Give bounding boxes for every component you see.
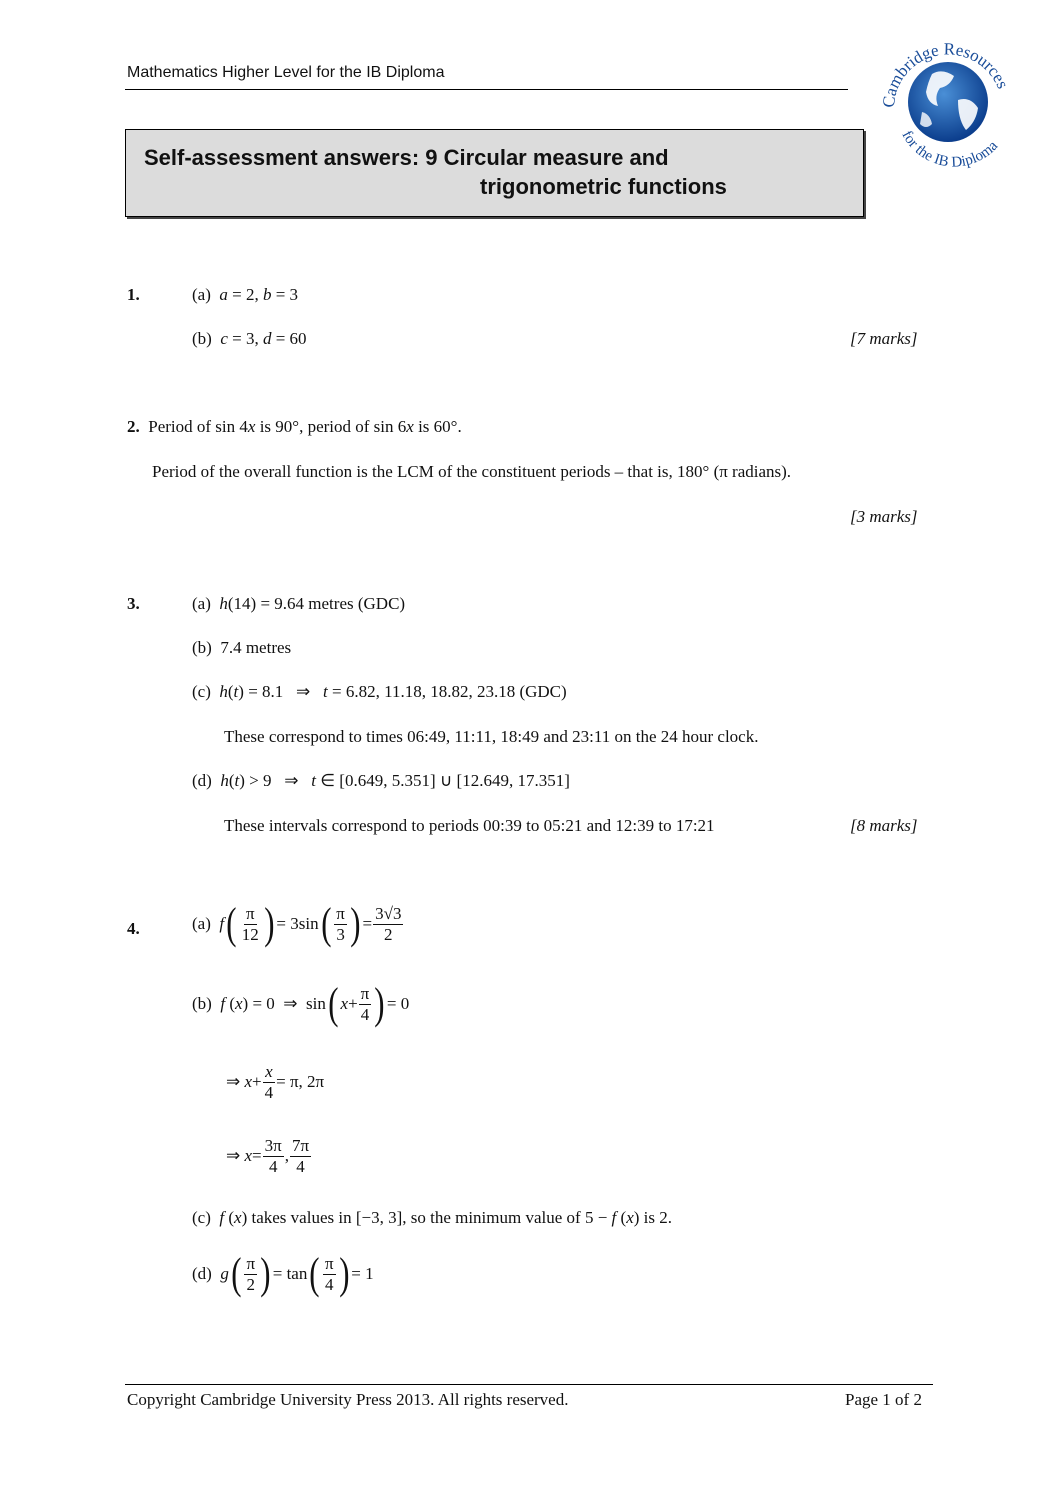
- q4-c: (c) f (x) takes values in [−3, 3], so the minimum value of 5 − f (x) is 2.: [192, 1208, 672, 1227]
- footer-rule: [125, 1384, 933, 1385]
- q4-b: (b) f ( x ) = 0 ⇒ sin ( x + $\frac{\pi}{4}$ ) = 0: [192, 979, 410, 1028]
- footer-copyright: Copyright Cambridge University Press 2013. All rights reserved.: [127, 1390, 569, 1409]
- q1-b: (b) c = 3, d = 60: [192, 329, 307, 348]
- title-box: [125, 129, 864, 217]
- q3-d-note: These intervals correspond to periods 00:39 to 05:21 and 12:39 to 17:21: [224, 816, 715, 835]
- logo-text-top: Cambridge Resources: [878, 39, 1013, 109]
- q4-a: (a) f ( $\frac{\pi}{12}$ ) = 3sin ( $\frac{\pi}{3}$ ) = $\frac{3√3}{2}$: [192, 899, 402, 948]
- q3-b: (b) 7.4 metres: [192, 638, 292, 657]
- q2-line1: 2. Period of sin 4x is 90°, period of sin 6x is 60°.: [127, 417, 462, 436]
- q4-b-step3: ⇒ x = $\frac{3\pi}{4}$ , $\frac{7\pi}{4}$: [226, 1136, 310, 1176]
- q2-line2: Period of the overall function is the LCM of the constituent periods – that is, 180° (π radians).: [152, 462, 792, 481]
- q3-c-note: These correspond to times 06:49, 11:11, 18:49 and 23:11 on the 24 hour clock.: [224, 727, 759, 746]
- q1-number: 1.: [127, 285, 140, 304]
- page-title-line1: Self-assessment answers: 9 Circular measure and: [144, 145, 669, 170]
- q4-d: (d) g ( $\frac{\pi}{2}$ ) = tan ( $\frac{\pi}{4}$ ) = 1: [192, 1249, 374, 1298]
- q3-number: 3.: [127, 594, 140, 613]
- q4-number: 4.: [127, 919, 140, 938]
- q2-marks: [3 marks]: [850, 507, 918, 526]
- q1-a: (a) a = 2, b = 3: [192, 285, 299, 304]
- q3-a: (a) h(14) = 9.64 metres (GDC): [192, 594, 406, 613]
- footer-page-number: Page 1 of 2: [845, 1390, 922, 1409]
- cambridge-globe-logo: [872, 30, 1022, 180]
- running-head: Mathematics Higher Level for the IB Diploma: [127, 64, 445, 81]
- q3-c: (c) h(t) = 8.1 ⇒ t = 6.82, 11.18, 18.82, 23.18 (GDC): [192, 682, 567, 701]
- logo-text-bottom: for the IB Diploma: [898, 128, 1002, 171]
- q3-marks: [8 marks]: [850, 816, 918, 835]
- q3-d: (d) h(t) > 9 ⇒ t ∈ [0.649, 5.351] ∪ [12.649, 17.351]: [192, 771, 570, 790]
- q4-b-step2: ⇒ x + $\frac{x}{4}$ = π, 2π: [226, 1062, 325, 1102]
- q1-marks: [7 marks]: [850, 329, 918, 348]
- page-title-line2: trigonometric functions: [480, 174, 727, 199]
- header-rule: [125, 89, 848, 90]
